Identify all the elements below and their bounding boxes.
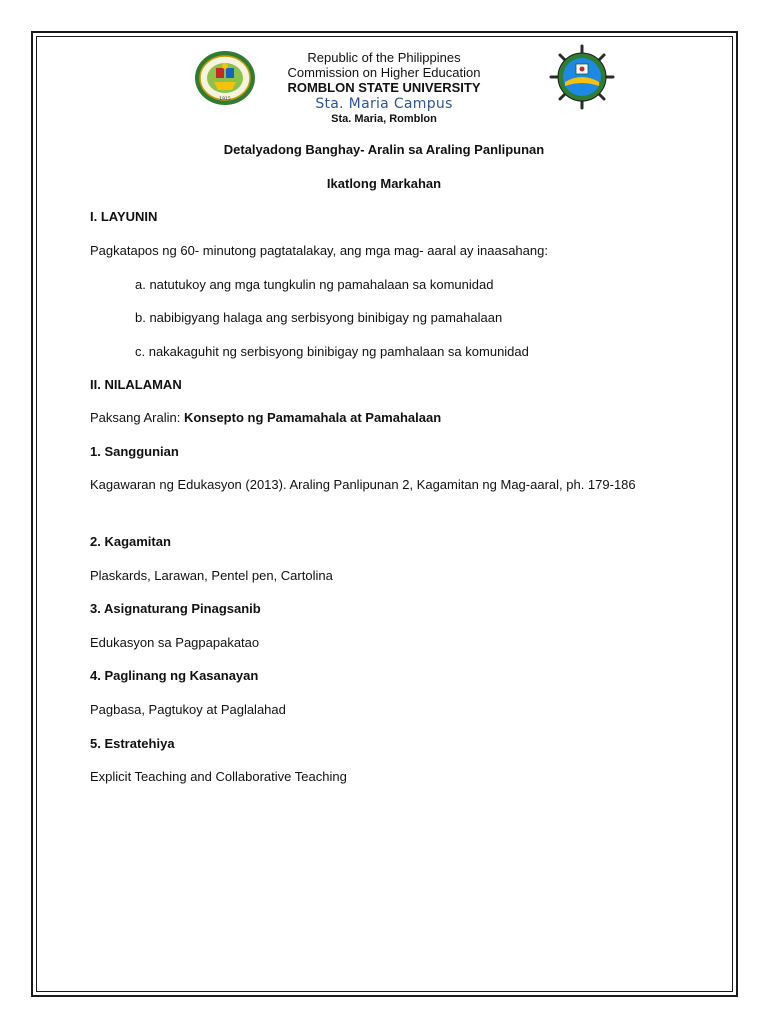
letterhead — [0, 50, 768, 126]
objective-item: a. natutukoy ang mga tungkulin ng pamahalaan sa komunidad — [135, 277, 494, 292]
estratehiya-text: Explicit Teaching and Collaborative Teaching — [90, 769, 347, 784]
campus-location: Sta. Maria, Romblon — [331, 113, 437, 125]
paglinang-text: Pagbasa, Pagtukoy at Paglalahad — [90, 702, 286, 717]
objective-item: b. nabibigyang halaga ang serbisyong binibigay ng pamahalaan — [135, 310, 503, 325]
asignatura-heading: 3. Asignaturang Pinagsanib — [90, 601, 261, 616]
objective-item: c. nakakaguhit ng serbisyong binibigay ng pamhalaan sa komunidad — [135, 344, 529, 359]
kagamitan-text: Plaskards, Larawan, Pentel pen, Cartolina — [90, 568, 333, 583]
sanggunian-text: Kagawaran ng Edukasyon (2013). Araling Panlipunan 2, Kagamitan ng Mag-aaral, ph. 179-186 — [90, 477, 636, 492]
objectives-intro: Pagkatapos ng 60- minutong pagtatalakay, ang mga mag- aaral ay inaasahang: — [90, 243, 548, 258]
commission-line: Commission on Higher Education — [287, 65, 481, 80]
kagamitan-heading: 2. Kagamitan — [90, 534, 171, 549]
seal-year: 1915 — [219, 97, 231, 102]
document-title: Detalyadong Banghay- Aralin sa Araling Panlipunan — [223, 142, 545, 157]
paksa-value: Konsepto ng Pamamahala at Pamahalaan — [183, 410, 442, 425]
paksa-line — [90, 409, 441, 427]
campus-name: Sta. Maria Campus — [315, 96, 453, 112]
paksa-label: Paksang Aralin: — [90, 410, 184, 425]
section-nilalaman-heading: II. NILALAMAN — [90, 377, 182, 392]
asignatura-text: Edukasyon sa Pagpapakatao — [90, 635, 260, 650]
paglinang-heading: 4. Paglinang ng Kasanayan — [90, 668, 259, 683]
republic-line: Republic of the Philippines — [307, 50, 461, 65]
section-layunin-heading: I. LAYUNIN — [90, 209, 158, 224]
quarter-label: Ikatlong Markahan — [326, 176, 442, 191]
estratehiya-heading: 5. Estratehiya — [90, 736, 175, 751]
university-name: ROMBLON STATE UNIVERSITY — [287, 80, 481, 95]
sanggunian-heading: 1. Sanggunian — [90, 444, 179, 459]
